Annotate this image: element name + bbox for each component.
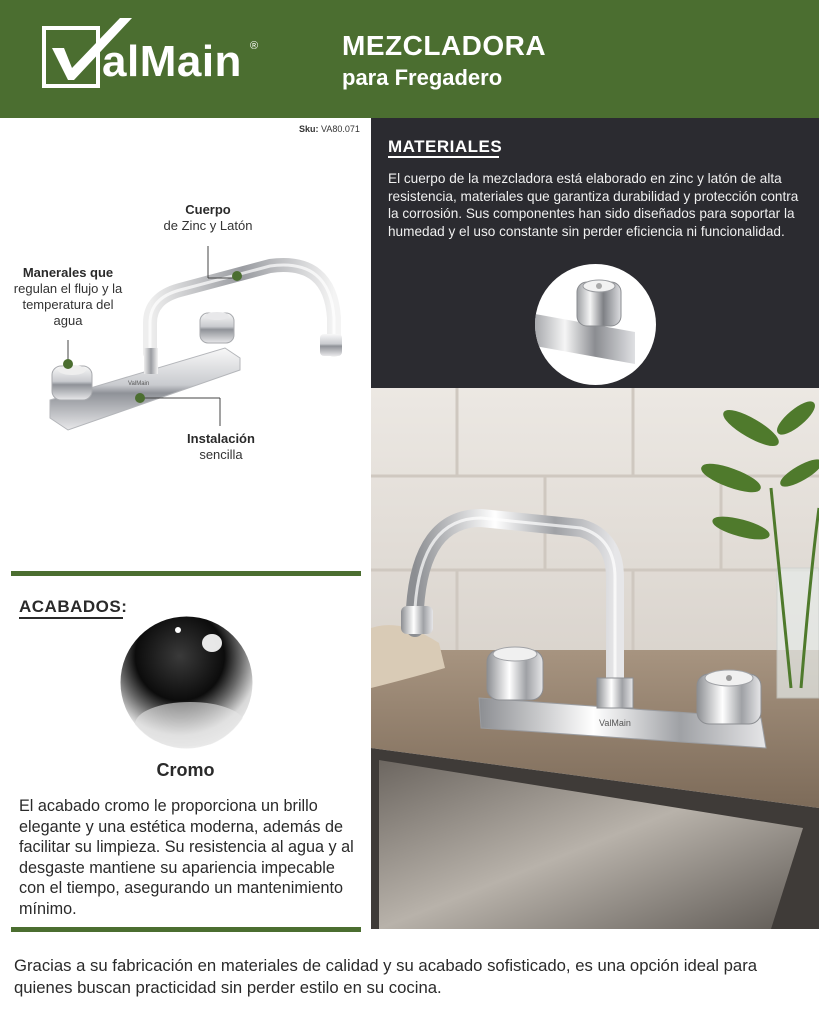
- materiales-heading: MATERIALES: [388, 137, 503, 156]
- svg-text:ValMain: ValMain: [128, 381, 150, 387]
- finish-name: Cromo: [156, 760, 215, 780]
- page-subtitle: para Fregadero: [342, 65, 503, 90]
- callout-manerales-text: regulan el flujo y la temperatura del agua: [13, 281, 123, 328]
- callout-cuerpo-text: de Zinc y Latón: [163, 218, 253, 233]
- materiales-description: El cuerpo de la mezcladora está elaborado en zinc y latón de alta resistencia, materiales que garantiza durabilidad y protección contra la corrosión. Sus componentes han sido diseñados para soportar la humedad y el uso constante sin perder eficiencia ni funcionalidad.: [388, 171, 799, 239]
- acabados-description: El acabado cromo le proporciona un brillo elegante y una estética moderna, además de facilitar su limpieza. Su resistencia al agua y al desgaste mantiene su apariencia impecable con el tiempo, asegurando un mantenimiento mínimo.: [19, 797, 354, 918]
- closing-statement: Gracias a su fabricación en materiales de calidad y su acabado sofisticado, es una opción ideal para quienes buscan practicidad sin perder estilo en su cocina.: [14, 956, 758, 997]
- divider-bottom: [11, 927, 361, 932]
- sku-label: Sku:: [299, 124, 319, 134]
- materiales-underline: [388, 156, 499, 158]
- acabados-heading: ACABADOS:: [19, 597, 128, 616]
- acabados-underline: [19, 617, 123, 619]
- divider-top: [11, 571, 361, 576]
- faucet-product-illustration: [0, 118, 371, 558]
- callout-cuerpo: [148, 202, 268, 234]
- callout-manerales: [8, 265, 128, 329]
- sku-value: VA80.071: [321, 124, 360, 134]
- faucet-handle-closeup-icon: [535, 264, 656, 385]
- callout-instalacion-text: sencilla: [199, 447, 243, 462]
- callout-manerales-title: Manerales que: [22, 265, 114, 280]
- faucet-brand-mark: ValMain: [599, 718, 631, 728]
- callout-instalacion-title: Instalación: [187, 431, 255, 446]
- callout-cuerpo-title: Cuerpo: [185, 202, 231, 217]
- page-title: MEZCLADORA: [342, 30, 547, 61]
- registered-mark: ®: [250, 40, 259, 52]
- materiales-panel: [371, 118, 819, 388]
- product-diagram: [0, 118, 371, 568]
- callout-instalacion: [161, 431, 281, 463]
- chrome-finish-swatch-icon: [120, 616, 253, 749]
- kitchen-sink-photo: [371, 388, 819, 929]
- header-banner: [0, 0, 819, 118]
- brand-logo: [42, 18, 272, 92]
- brand-name: alMain: [102, 37, 242, 86]
